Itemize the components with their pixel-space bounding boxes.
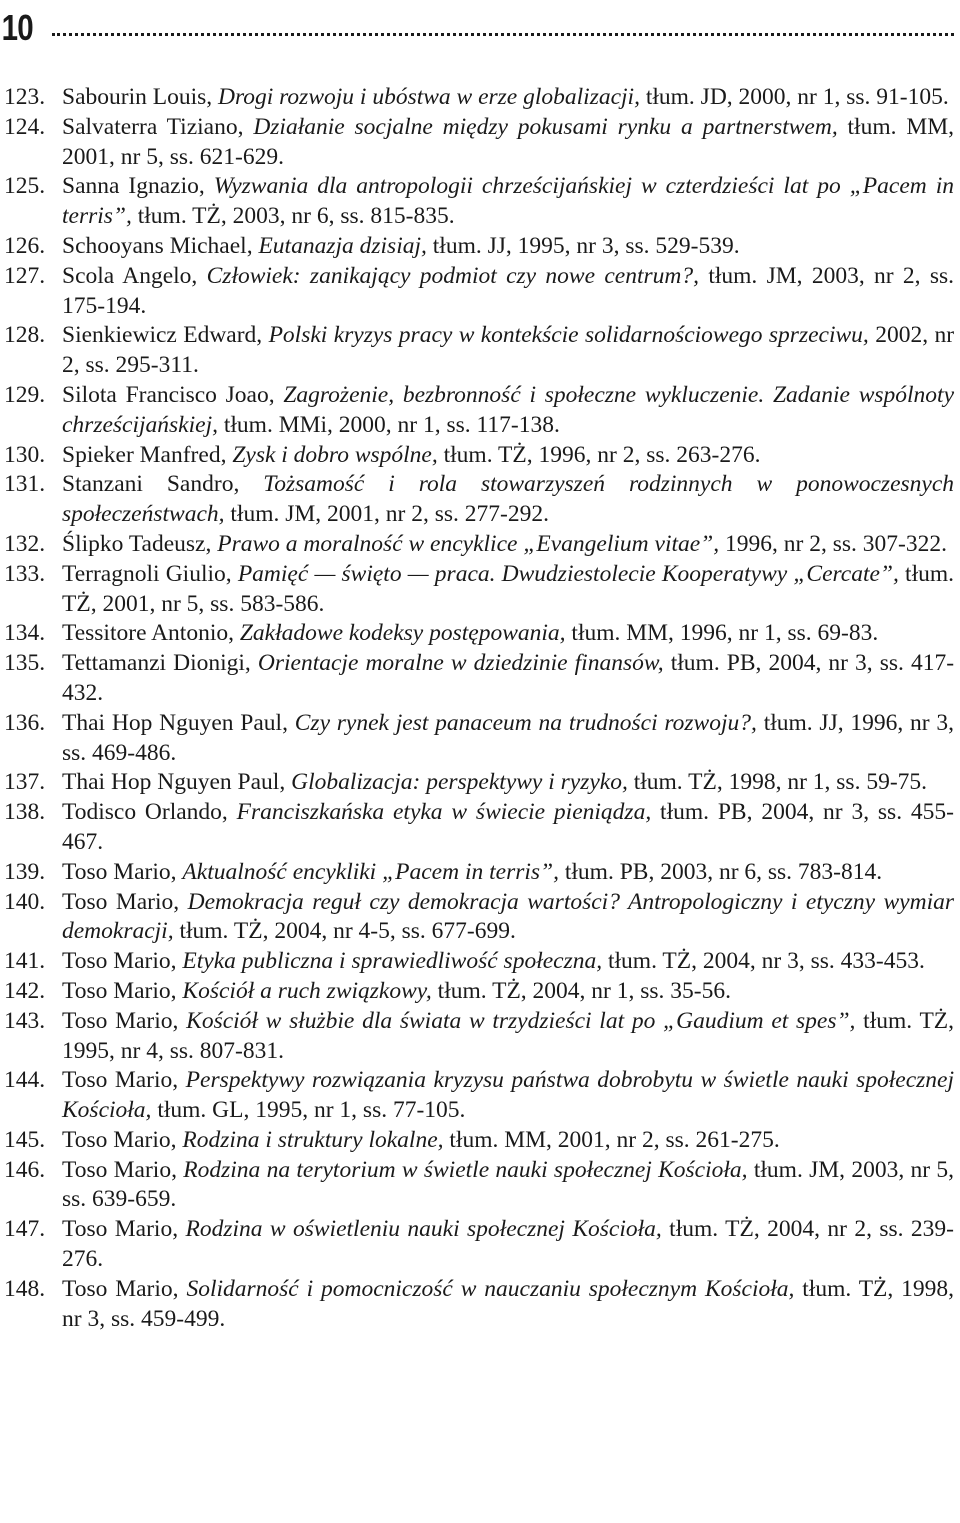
- entry-title: Pamięć — święto — praca. Dwudziestolecie Kooperatywy „Cercate”,: [237, 560, 899, 587]
- entry-author: Sabourin Louis,: [62, 84, 213, 110]
- entry-publication: tłum. JM, 2003, nr 2, ss. 175-194.: [62, 262, 955, 319]
- bibliography-entry: [0, 1126, 960, 1156]
- entry-author: Spieker Manfred,: [62, 441, 227, 468]
- entry-title: Solidarność i pomocniczość w nauczaniu społecznym Kościoła,: [186, 1275, 795, 1302]
- entry-publication: tłum. PB, 2004, nr 3, ss. 417-432.: [62, 650, 955, 706]
- entry-author: Terragnoli Giulio,: [62, 560, 232, 587]
- entry-author: Scola Angelo,: [62, 262, 198, 289]
- entry-title: Franciszkańska etyka w świecie pieniądza,: [236, 799, 652, 826]
- entry-title: Kościół a ruch związkowy,: [182, 977, 432, 1004]
- entry-author: Sienkiewicz Edward,: [62, 322, 263, 349]
- bibliography-entry: [0, 530, 960, 560]
- entry-number: 143.: [4, 1007, 46, 1034]
- entry-title: Rodzina w oświetleniu nauki społecznej Kościoła,: [185, 1216, 662, 1243]
- bibliography-entry: [0, 768, 960, 798]
- bibliography-entry: [0, 470, 960, 530]
- entry-author: Salvaterra Tiziano,: [62, 113, 244, 140]
- entry-number: 136.: [4, 709, 46, 736]
- entry-publication: tłum. JJ, 1996, nr 3, ss. 469-486.: [62, 709, 955, 766]
- entry-publication: tłum. TŻ, 2001, nr 5, ss. 583-586.: [62, 560, 955, 617]
- entry-author: Toso Mario,: [62, 977, 177, 1004]
- entry-number: 140.: [4, 888, 46, 915]
- bibliography-entry: [0, 1066, 960, 1126]
- entry-title: Aktualność encykliki „Pacem in terris”,: [182, 858, 559, 885]
- entry-number: 133.: [4, 560, 46, 587]
- entry-publication: 2002, nr 2, ss. 295-311.: [62, 322, 955, 379]
- entry-publication: tłum. MM, 1996, nr 1, ss. 69-83.: [571, 620, 879, 647]
- entry-author: Toso Mario,: [62, 1156, 177, 1183]
- entry-publication: tłum. JD, 2000, nr 1, ss. 91-105.: [645, 84, 949, 110]
- entry-title: Czy rynek jest panaceum na trudności rozwoju?,: [294, 709, 757, 736]
- entry-title: Człowiek: zanikający podmiot czy nowe centrum?,: [206, 262, 699, 289]
- entry-author: Schooyans Michael,: [62, 232, 253, 259]
- entry-number: 132.: [4, 530, 46, 557]
- entry-number: 144.: [4, 1067, 46, 1094]
- entry-author: Toso Mario,: [62, 1067, 179, 1094]
- entry-author: Thai Hop Nguyen Paul,: [62, 769, 286, 796]
- entry-title: Zagrożenie, bezbronność i społeczne wykluczenie. Zadanie wspólnoty chrześcijańskiej,: [62, 381, 955, 438]
- entry-title: Zysk i dobro wspólne,: [232, 441, 438, 468]
- entry-title: Drogi rozwoju i ubóstwa w erze globalizacji,: [218, 84, 640, 110]
- entry-number: 148.: [4, 1275, 46, 1302]
- entry-author: Tessitore Antonio,: [62, 620, 234, 647]
- entry-author: Toso Mario,: [62, 1126, 177, 1153]
- bibliography-entry: [0, 798, 960, 858]
- entry-publication: tłum. GL, 1995, nr 1, ss. 77-105.: [157, 1097, 466, 1124]
- entry-number: 142.: [4, 977, 46, 1004]
- entry-publication: tłum. TŻ, 2004, nr 4-5, ss. 677-699.: [179, 918, 516, 945]
- entry-number: 145.: [4, 1126, 46, 1153]
- entry-author: Tettamanzi Dionigi,: [62, 650, 251, 677]
- entry-author: Sanna Ignazio,: [62, 173, 205, 200]
- entry-title: Globalizacja: perspektywy i ryzyko,: [291, 769, 628, 796]
- entry-publication: tłum. JM, 2001, nr 2, ss. 277-292.: [230, 501, 549, 528]
- entry-number: 123.: [4, 84, 46, 110]
- entry-number: 127.: [4, 262, 46, 289]
- entry-publication: tłum. TŻ, 1995, nr 4, ss. 807-831.: [62, 1007, 955, 1064]
- entry-publication: tłum. MM, 2001, nr 5, ss. 621-629.: [62, 113, 954, 170]
- entry-title: Orientacje moralne w dziedzinie finansów,: [257, 650, 664, 677]
- entry-number: 139.: [4, 858, 46, 885]
- entry-publication: tłum. TŻ, 1998, nr 3, ss. 459-499.: [62, 1275, 955, 1332]
- bibliography-entry: [0, 560, 960, 620]
- bibliography-entry: [0, 1156, 960, 1216]
- bibliography-entry: [0, 441, 960, 471]
- bibliography-entry: [0, 709, 960, 769]
- entry-title: Demokracja reguł czy demokracja wartości? Antropologiczny i etyczny wymiar demokracji,: [62, 888, 955, 945]
- entry-publication: tłum. MM, 2001, nr 2, ss. 261-275.: [449, 1126, 780, 1153]
- page-header: [0, 0, 960, 48]
- entry-author: Toso Mario,: [62, 888, 180, 915]
- entry-number: 124.: [4, 113, 46, 140]
- bibliography-entry: [0, 83, 960, 113]
- entry-title: Eutanazja dzisiaj,: [258, 232, 427, 259]
- entry-publication: tłum. PB, 2003, nr 6, ss. 783-814.: [564, 858, 883, 885]
- entry-publication: tłum. MMi, 2000, nr 1, ss. 117-138.: [223, 411, 560, 438]
- entry-title: Perspektywy rozwiązania kryzysu państwa dobrobytu w świetle nauki społecznej Kościoła,: [62, 1067, 955, 1124]
- entry-title: Rodzina i struktury lokalne,: [182, 1126, 444, 1153]
- entry-number: 146.: [4, 1156, 46, 1183]
- entry-publication: tłum. JM, 2003, nr 5, ss. 639-659.: [62, 1156, 954, 1213]
- entry-number: 128.: [4, 322, 46, 349]
- entry-author: Toso Mario,: [62, 948, 177, 975]
- entry-author: Toso Mario,: [62, 1275, 179, 1302]
- entry-number: 135.: [4, 650, 46, 677]
- entry-author: Silota Francisco Joao,: [62, 381, 275, 408]
- bibliography-entry: [0, 1215, 960, 1275]
- entry-author: Thai Hop Nguyen Paul,: [62, 709, 288, 736]
- entry-publication: tłum. TŻ, 2004, nr 2, ss. 239-276.: [62, 1216, 955, 1273]
- entry-number: 147.: [4, 1216, 46, 1243]
- entry-number: 129.: [4, 381, 46, 408]
- entry-title: Wyzwania dla antropologii chrześcijańskiej w czterdzieści lat po „Pacem in terris”,: [62, 173, 954, 230]
- bibliography-entry: [0, 977, 960, 1007]
- entry-author: Toso Mario,: [62, 1007, 179, 1034]
- entry-publication: tłum. TŻ, 2003, nr 6, ss. 815-835.: [137, 203, 455, 230]
- entry-title: Kościół w służbie dla świata w trzydzieści lat po „Gaudium et spes”,: [186, 1007, 856, 1034]
- bibliography-entry: [0, 321, 960, 381]
- entry-number: 137.: [4, 769, 46, 796]
- bibliography-entry: [0, 1007, 960, 1067]
- entry-publication: tłum. TŻ, 2004, nr 1, ss. 35-56.: [437, 977, 731, 1004]
- bibliography-entry: [0, 262, 960, 322]
- entry-number: 134.: [4, 620, 46, 647]
- dotted-leader: [52, 33, 954, 36]
- entry-author: Stanzani Sandro,: [62, 471, 240, 498]
- bibliography-entry: [0, 619, 960, 649]
- entry-title: Prawo a moralność w encyklice „Evangelium vitae”,: [217, 530, 720, 557]
- page-number: 10: [1, 7, 33, 48]
- entry-publication: tłum. TŻ, 1996, nr 2, ss. 263-276.: [443, 441, 761, 468]
- entry-publication: tłum. PB, 2004, nr 3, ss. 455-467.: [62, 799, 955, 855]
- entry-title: Polski kryzys pracy w kontekście solidarnościowego sprzeciwu,: [268, 322, 869, 349]
- entry-number: 130.: [4, 441, 46, 468]
- entry-author: Toso Mario,: [62, 1216, 179, 1243]
- bibliography-entry: [0, 947, 960, 977]
- entry-title: Zakładowe kodeksy postępowania,: [239, 620, 566, 647]
- bibliography-entry: [0, 172, 960, 232]
- entry-title: Rodzina na terytorium w świetle nauki społecznej Kościoła,: [183, 1156, 748, 1183]
- entry-title: Działanie socjalne między pokusami rynku a partnerstwem,: [253, 113, 838, 140]
- entry-number: 141.: [4, 948, 46, 975]
- entry-number: 138.: [4, 799, 46, 826]
- entry-publication: tłum. JJ, 1995, nr 3, ss. 529-539.: [432, 232, 740, 259]
- entry-author: Toso Mario,: [62, 858, 177, 885]
- entry-number: 131.: [4, 471, 46, 498]
- bibliography-entry: [0, 1275, 960, 1335]
- entry-number: 125.: [4, 173, 46, 200]
- bibliography-entry: [0, 232, 960, 262]
- bibliography-entry: [0, 858, 960, 888]
- bibliography-entry: [0, 888, 960, 948]
- entry-title: Etyka publiczna i sprawiedliwość społeczna,: [182, 948, 603, 975]
- entry-publication: tłum. TŻ, 1998, nr 1, ss. 59-75.: [633, 769, 928, 796]
- entry-title: Tożsamość i rola stowarzyszeń rodzinnych w ponowoczesnych społeczeństwach,: [62, 471, 955, 528]
- entry-publication: tłum. TŻ, 2004, nr 3, ss. 433-453.: [608, 948, 925, 975]
- entry-author: Todisco Orlando,: [62, 799, 228, 826]
- entry-number: 126.: [4, 232, 46, 259]
- entry-author: Ślipko Tadeusz,: [62, 530, 212, 557]
- bibliography-list: [0, 83, 960, 1334]
- bibliography-entry: [0, 381, 960, 441]
- bibliography-entry: [0, 113, 960, 173]
- bibliography-entry: [0, 649, 960, 709]
- entry-publication: 1996, nr 2, ss. 307-322.: [725, 530, 947, 557]
